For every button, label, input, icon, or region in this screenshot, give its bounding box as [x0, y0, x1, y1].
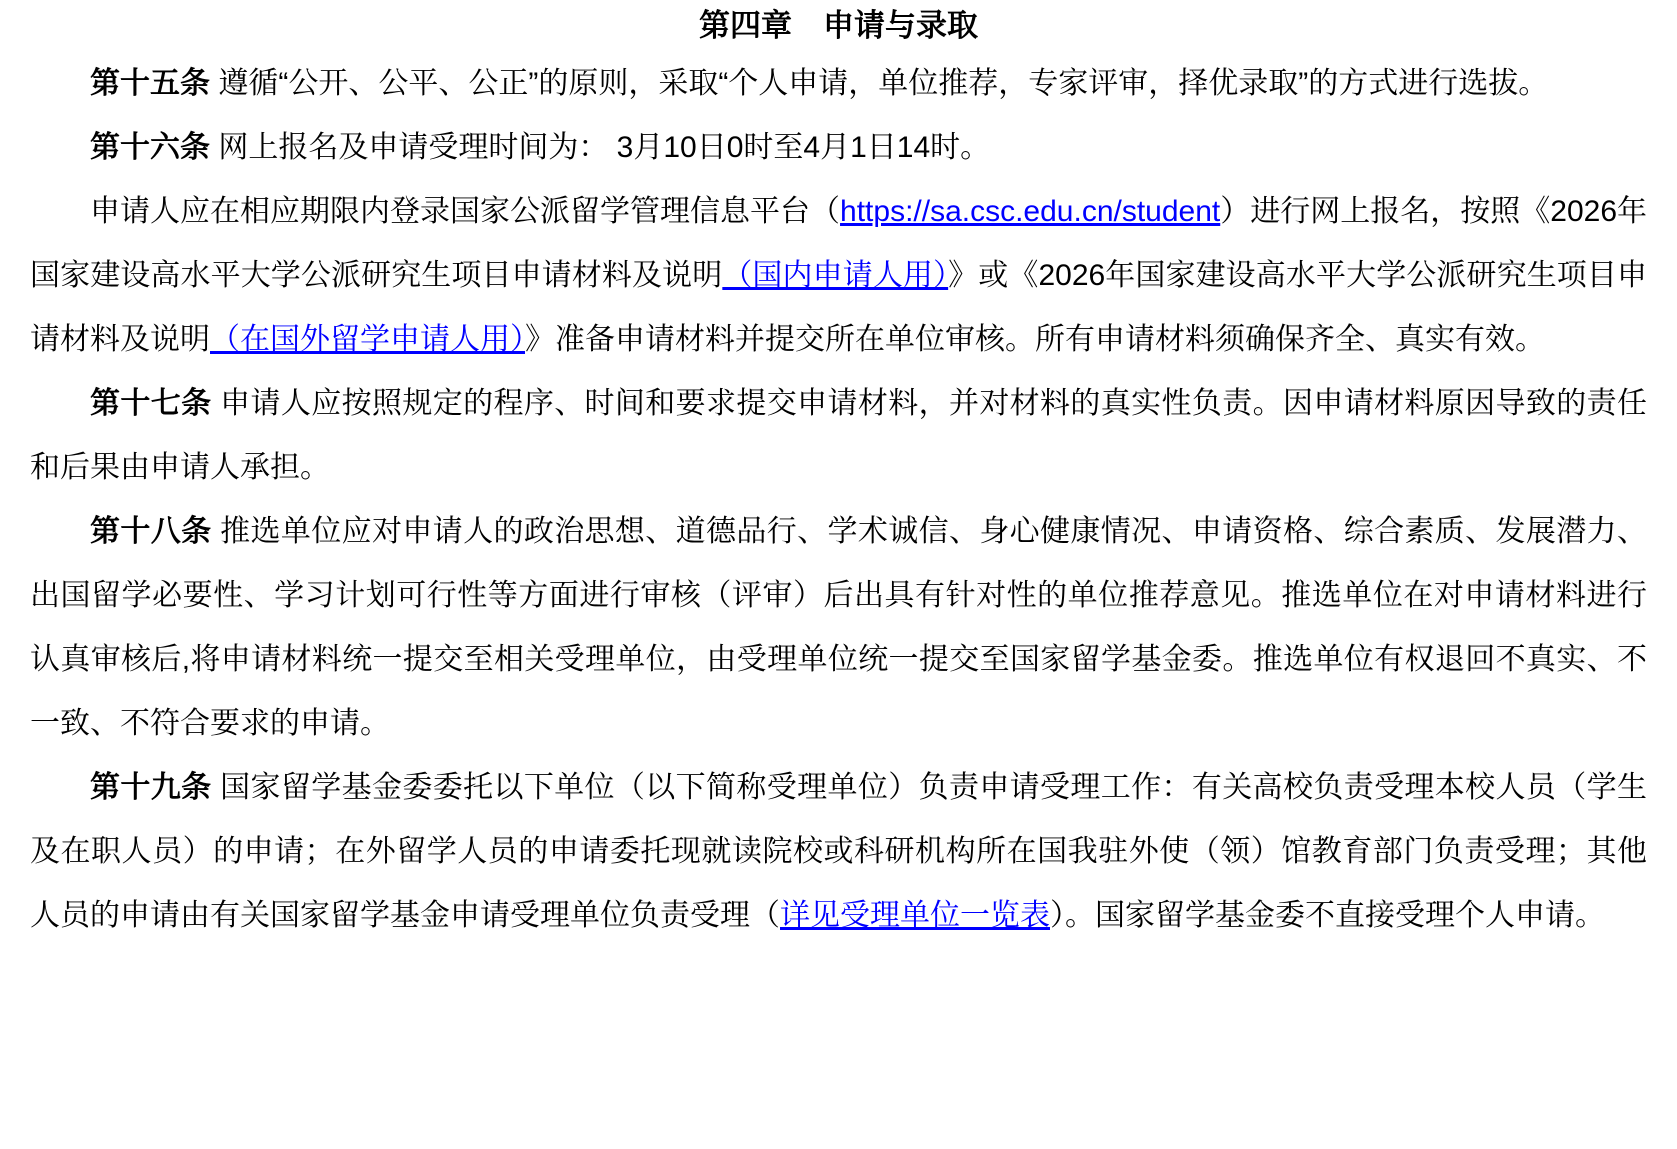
domestic-applicant-materials-link[interactable]: （国内申请人用） [722, 259, 949, 292]
article-18-number: 第十八条 [90, 515, 212, 548]
article-16-text: 网上报名及申请受理时间为： 3月10日0时至4月1日14时。 [210, 131, 991, 164]
csc-platform-url-link[interactable]: https://sa.csc.edu.cn/student [840, 195, 1221, 228]
application-instructions-text-mid2: 》或《2026年国家建设高水平大学公派研究生项目申请材料及说明 [30, 259, 1647, 356]
article-19-number: 第十九条 [90, 771, 212, 804]
article-16 [30, 116, 1647, 180]
article-15-number: 第十五条 [90, 67, 210, 100]
overseas-applicant-materials-link[interactable]: （在国外留学申请人用） [210, 323, 525, 356]
application-instructions-text-post: 》准备申请材料并提交所在单位审核。所有申请材料须确保齐全、真实有效。 [525, 323, 1545, 356]
article-19 [30, 756, 1647, 948]
paragraph-application-instructions [30, 180, 1647, 372]
application-instructions-text-pre: 申请人应在相应期限内登录国家公派留学管理信息平台（ [90, 195, 841, 228]
article-18-text: 推选单位应对申请人的政治思想、道德品行、学术诚信、身心健康情况、申请资格、综合素质、发展潜力、出国留学必要性、学习计划可行性等方面进行审核（评审）后出具有针对性的单位推荐意见。推选单位在对申请材料进行认真审核后,将申请材料统一提交至相关受理单位，由受理单位统一提交至国家留学基金委。推选单位有权退回不真实、不一致、不符合要求的申请。 [30, 515, 1647, 740]
article-17-number: 第十七条 [90, 387, 212, 420]
acceptance-units-list-link[interactable]: 详见受理单位一览表 [780, 899, 1050, 932]
article-15-text: 遵循“公开、公平、公正”的原则，采取“个人申请，单位推荐，专家评审，择优录取”的方式进行选拔。 [210, 67, 1549, 100]
application-instructions-text-mid1: ）进行网上报名，按照《2026年国家建设高水平大学公派研究生项目申请材料及说明 [30, 195, 1647, 292]
article-18 [30, 500, 1647, 756]
article-17-text: 申请人应按照规定的程序、时间和要求提交申请材料，并对材料的真实性负责。因申请材料原因导致的责任和后果由申请人承担。 [30, 387, 1647, 484]
article-19-text-post: ）。国家留学基金委不直接受理个人申请。 [1050, 899, 1605, 932]
article-15 [30, 52, 1647, 116]
chapter-title: 第四章 申请与录取 [699, 8, 978, 43]
article-17 [30, 372, 1647, 500]
article-16-number: 第十六条 [90, 131, 210, 164]
article-19-text-pre: 国家留学基金委委托以下单位（以下简称受理单位）负责申请受理工作：有关高校负责受理本校人员（学生及在职人员）的申请；在外留学人员的申请委托现就读院校或科研机构所在国我驻外使（领）馆教育部门负责受理；其他人员的申请由有关国家留学基金申请受理单位负责受理（ [30, 771, 1647, 932]
